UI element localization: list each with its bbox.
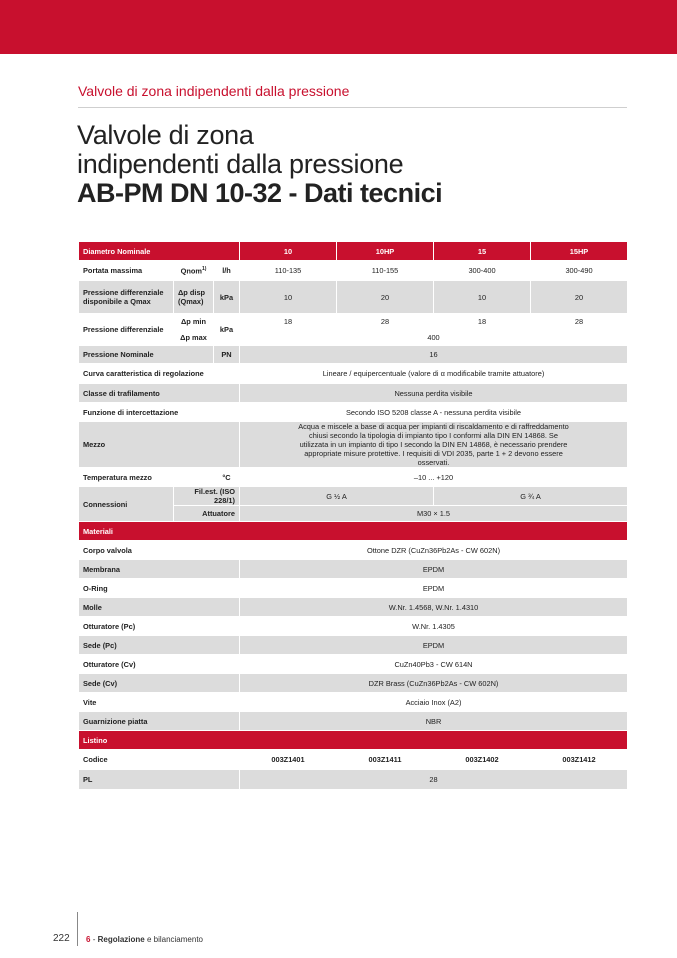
cell-value: W.Nr. 1.4568, W.Nr. 1.4310 bbox=[240, 598, 628, 617]
cell-value: 28 bbox=[531, 314, 628, 330]
row-label: Corpo valvola bbox=[79, 541, 240, 560]
chapter-number: 6 bbox=[86, 935, 91, 944]
table-row bbox=[79, 770, 628, 790]
cell-value: NBR bbox=[240, 712, 628, 731]
section-header-row bbox=[79, 522, 628, 541]
row-symbol: Δp min bbox=[174, 314, 214, 330]
cell-value: G ¾ A bbox=[434, 487, 628, 506]
page-title bbox=[77, 121, 442, 208]
table-row bbox=[79, 693, 628, 712]
cell-value: EPDM bbox=[240, 579, 628, 598]
header-col: 15 bbox=[434, 242, 531, 261]
table-row bbox=[79, 598, 628, 617]
table-row bbox=[79, 468, 628, 487]
row-label: Curva caratteristica di regolazione bbox=[79, 364, 240, 384]
table-row bbox=[79, 422, 628, 468]
tech-data-table bbox=[78, 241, 628, 790]
row-label: Temperatura mezzo bbox=[79, 468, 214, 487]
footer-chapter bbox=[86, 935, 203, 944]
product-code: 003Z1412 bbox=[531, 750, 628, 770]
footer-divider bbox=[77, 912, 78, 946]
row-label: Guarnizione piatta bbox=[79, 712, 240, 731]
row-symbol: Qnom$^{1)}$ bbox=[174, 261, 214, 281]
table-row bbox=[79, 261, 628, 281]
row-label: Otturatore (Cv) bbox=[79, 655, 240, 674]
row-label: Codice bbox=[79, 750, 240, 770]
product-code: 003Z1401 bbox=[240, 750, 337, 770]
product-code: 003Z1411 bbox=[337, 750, 434, 770]
row-unit: l/h bbox=[214, 261, 240, 281]
page-number: 222 bbox=[53, 933, 70, 944]
row-sublabel: Fil.est. (ISO 228/1) bbox=[174, 487, 240, 506]
row-label: Sede (Cv) bbox=[79, 674, 240, 693]
cell-value: 110-155 bbox=[337, 261, 434, 281]
cell-value: G ½ A bbox=[240, 487, 434, 506]
table-row bbox=[79, 560, 628, 579]
row-label: Vite bbox=[79, 693, 240, 712]
row-label: Pressione differenziale disponibile a Qmax bbox=[79, 281, 174, 314]
row-unit: kPa bbox=[214, 281, 240, 314]
cell-value: 20 bbox=[531, 281, 628, 314]
row-label: Connessioni bbox=[79, 487, 174, 522]
cell-value: W.Nr. 1.4305 bbox=[240, 617, 628, 636]
table-row bbox=[79, 750, 628, 770]
section-header: Listino bbox=[79, 731, 628, 750]
table-row bbox=[79, 636, 628, 655]
cell-value: 28 bbox=[240, 770, 628, 790]
row-label: Pressione differenziale bbox=[79, 314, 174, 346]
section-header: Materiali bbox=[79, 522, 628, 541]
cell-value: Lineare / equipercentuale (valore di α modificabile tramite attuatore) bbox=[240, 364, 628, 384]
cell-value: DZR Brass (CuZn36Pb2As - CW 602N) bbox=[240, 674, 628, 693]
top-banner bbox=[0, 0, 677, 54]
row-unit: °C bbox=[214, 468, 240, 487]
table-row bbox=[79, 364, 628, 384]
header-label: Diametro Nominale bbox=[79, 242, 240, 261]
row-label: Classe di trafilamento bbox=[79, 384, 240, 403]
cell-value: EPDM bbox=[240, 636, 628, 655]
row-symbol: Δp max bbox=[174, 330, 214, 346]
table-row bbox=[79, 712, 628, 731]
table-header-row bbox=[79, 242, 628, 261]
row-label: Molle bbox=[79, 598, 240, 617]
row-label: Sede (Pc) bbox=[79, 636, 240, 655]
row-unit: PN bbox=[214, 346, 240, 364]
cell-value: 28 bbox=[337, 314, 434, 330]
section-header-row bbox=[79, 731, 628, 750]
table-row bbox=[79, 314, 628, 330]
row-label: PL bbox=[79, 770, 240, 790]
title-line-3: AB-PM DN 10-32 - Dati tecnici bbox=[77, 178, 443, 208]
cell-value: –10 ... +120 bbox=[240, 468, 628, 487]
title-line-2: indipendenti dalla pressione bbox=[77, 149, 404, 179]
chapter-title-rest: e bilanciamento bbox=[146, 935, 203, 944]
row-symbol: Δp disp (Qmax) bbox=[174, 281, 214, 314]
cell-value: 10 bbox=[434, 281, 531, 314]
table-row bbox=[79, 541, 628, 560]
header-col: 10HP bbox=[337, 242, 434, 261]
table-row bbox=[79, 281, 628, 314]
cell-value: 18 bbox=[434, 314, 531, 330]
table-row bbox=[79, 617, 628, 636]
cell-value: Secondo ISO 5208 classe A - nessuna perdita visibile bbox=[240, 403, 628, 422]
header-col: 10 bbox=[240, 242, 337, 261]
table-row bbox=[79, 403, 628, 422]
cell-value: 110-135 bbox=[240, 261, 337, 281]
row-sublabel: Attuatore bbox=[174, 506, 240, 522]
title-line-1: Valvole di zona bbox=[77, 120, 254, 150]
cell-value: Nessuna perdita visibile bbox=[240, 384, 628, 403]
cell-value: 20 bbox=[337, 281, 434, 314]
cell-value: 16 bbox=[240, 346, 628, 364]
cell-value: EPDM bbox=[240, 560, 628, 579]
table-row bbox=[79, 674, 628, 693]
cell-value: 300-490 bbox=[531, 261, 628, 281]
table-row bbox=[79, 655, 628, 674]
row-label: Otturatore (Pc) bbox=[79, 617, 240, 636]
row-unit: kPa bbox=[214, 314, 240, 346]
table-row bbox=[79, 346, 628, 364]
cell-value: M30 × 1.5 bbox=[240, 506, 628, 522]
cell-value: 18 bbox=[240, 314, 337, 330]
divider bbox=[78, 107, 627, 108]
table-row bbox=[79, 579, 628, 598]
cell-value: Acciaio Inox (A2) bbox=[240, 693, 628, 712]
table-row bbox=[79, 384, 628, 403]
product-code: 003Z1402 bbox=[434, 750, 531, 770]
section-title: Valvole di zona indipendenti dalla pressione bbox=[78, 83, 350, 99]
cell-value: 10 bbox=[240, 281, 337, 314]
chapter-title-bold: Regolazione bbox=[97, 935, 145, 944]
row-label: Mezzo bbox=[79, 422, 240, 468]
row-label: Portata massima bbox=[79, 261, 174, 281]
cell-value: 300-400 bbox=[434, 261, 531, 281]
row-label: Pressione Nominale bbox=[79, 346, 214, 364]
row-label: Membrana bbox=[79, 560, 240, 579]
cell-value: 400 bbox=[240, 330, 628, 346]
chapter-separator: - bbox=[92, 935, 96, 944]
table-row bbox=[79, 487, 628, 506]
cell-value: Ottone DZR (CuZn36Pb2As - CW 602N) bbox=[240, 541, 628, 560]
cell-value: Acqua e miscele a base di acqua per impianti di riscaldamento e di raffreddamento chiusi secondo la tipologia di impianto tipo I conformi alla DIN EN 14868. Se utilizzata in un impianto di tipo I secondo la DIN EN 14868, è necessario prendere appropriate misure protettive. I requisiti di VDI 2035, parte 1 + 2 devono essere osservati. bbox=[240, 422, 628, 468]
cell-value: CuZn40Pb3 - CW 614N bbox=[240, 655, 628, 674]
row-label: O-Ring bbox=[79, 579, 240, 598]
header-col: 15HP bbox=[531, 242, 628, 261]
row-label: Funzione di intercettazione bbox=[79, 403, 240, 422]
